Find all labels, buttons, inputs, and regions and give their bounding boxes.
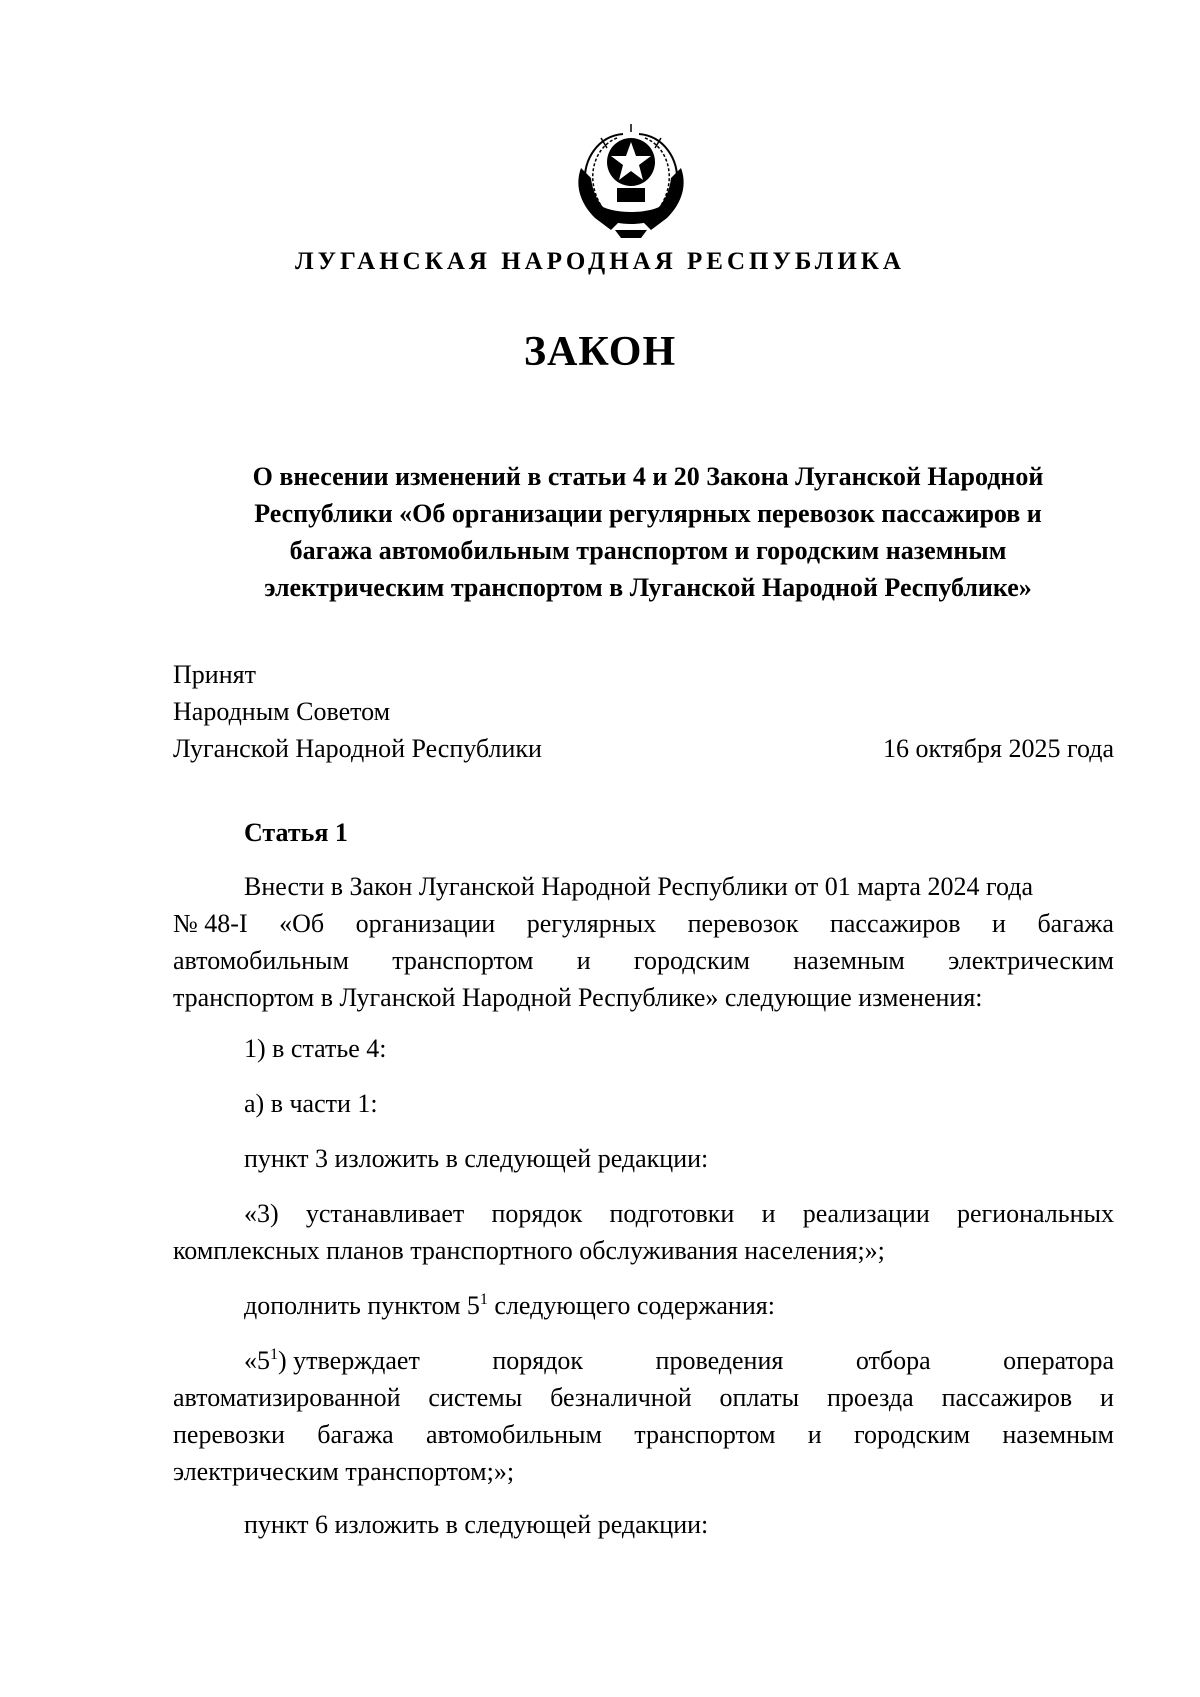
paragraph (173, 1140, 1114, 1177)
word: организации (355, 909, 496, 938)
text-run: следующего содержания: (487, 1291, 775, 1320)
superscript: 1 (479, 1291, 488, 1308)
word: наземным (793, 946, 905, 975)
word: «3) (244, 1199, 279, 1228)
law-subject-line: электрическим транспортом в Луганской Народной Республике» (264, 573, 1032, 602)
paragraph-line: транспортом в Луганской Народной Республике» следующие изменения: (173, 983, 983, 1012)
paragraph-line (173, 1379, 1114, 1416)
word: наземным (1002, 1420, 1114, 1449)
text-run: утверждает (293, 1346, 420, 1375)
word: перевозки (173, 1420, 285, 1449)
word: городским (633, 946, 750, 975)
paragraph (173, 868, 1114, 1016)
word: № 48-I (173, 909, 248, 938)
text-run: «5 (244, 1346, 270, 1375)
word: багажа (317, 1420, 394, 1449)
text-run: ) (278, 1346, 287, 1375)
adoption-line: Народным Советом (173, 697, 391, 726)
word: безналичной (550, 1383, 692, 1412)
paragraph-line (173, 1342, 1114, 1379)
word: проведения (655, 1346, 784, 1375)
article-heading: Статья 1 (244, 818, 348, 847)
word: транспортом (392, 946, 534, 975)
word: багажа (1037, 909, 1114, 938)
word: и (761, 1199, 776, 1228)
word: автомобильным (173, 946, 349, 975)
word: автомобильным (426, 1420, 602, 1449)
law-subject-line: багажа автомобильным транспортом и городским наземным (289, 536, 1007, 565)
word: пассажиров (829, 909, 961, 938)
word: и (807, 1420, 822, 1449)
paragraph-line: 1) в статье 4: (244, 1034, 387, 1063)
paragraph-line: пункт 6 изложить в следующей редакции: (244, 1510, 709, 1539)
paragraph (173, 1506, 1114, 1543)
word (244, 1342, 420, 1379)
law-subject-line: О внесении изменений в статьи 4 и 20 Закона Луганской Народной (252, 462, 1044, 491)
paragraph-line: а) в части 1: (244, 1089, 378, 1118)
document-type-title: ЗАКОН (523, 329, 677, 375)
word: пассажиров (941, 1383, 1073, 1412)
word: автоматизированной (173, 1383, 401, 1412)
word: «Об (279, 909, 325, 938)
paragraph-line: Внести в Закон Луганской Народной Республики от 01 марта 2024 года (244, 872, 1034, 901)
law-subject (176, 458, 1120, 606)
adoption-date: 16 октября 2025 года (883, 734, 1114, 763)
word: электрическим (948, 946, 1114, 975)
superscript: 1 (270, 1346, 278, 1363)
paragraph-line: пункт 3 изложить в следующей редакции: (244, 1144, 709, 1173)
word: оплаты (719, 1383, 800, 1412)
word: оператора (1003, 1346, 1114, 1375)
adoption-line: Луганской Народной Республики (173, 734, 542, 763)
paragraph (173, 1287, 1114, 1324)
word: порядок (492, 1346, 584, 1375)
adoption-block (173, 656, 542, 767)
word: перевозок (687, 909, 799, 938)
word: реализации (802, 1199, 930, 1228)
word: устанавливает (305, 1199, 465, 1228)
word: и (1100, 1383, 1114, 1412)
adoption-line: Принят (173, 660, 256, 689)
paragraph (173, 1342, 1114, 1490)
justified-words (244, 1342, 1114, 1379)
text-run: дополнить пунктом 5 (244, 1291, 480, 1320)
justified-words (244, 1195, 1114, 1232)
word: городским (854, 1420, 971, 1449)
coat-of-arms-icon (561, 118, 701, 244)
paragraph-line (173, 1287, 1114, 1324)
paragraph-line (173, 942, 1114, 979)
word: порядок (491, 1199, 583, 1228)
paragraph (173, 1195, 1114, 1269)
republic-name: ЛУГАНСКАЯ НАРОДНАЯ РЕСПУБЛИКА (295, 248, 905, 275)
paragraph-line (173, 905, 1114, 942)
paragraph-line: комплексных планов транспортного обслуживания населения;»; (173, 1236, 885, 1265)
paragraph (173, 1030, 1114, 1067)
word: подготовки (609, 1199, 735, 1228)
word: регулярных (526, 909, 657, 938)
word: проезда (827, 1383, 914, 1412)
word: системы (428, 1383, 523, 1412)
word: отбора (855, 1346, 931, 1375)
paragraph-line (173, 1416, 1114, 1453)
word: и (576, 946, 591, 975)
word: и (992, 909, 1006, 938)
word: региональных (956, 1199, 1114, 1228)
paragraph-line: электрическим транспортом;»; (173, 1457, 515, 1486)
paragraph (173, 1085, 1114, 1122)
word: транспортом (634, 1420, 776, 1449)
paragraph-line (173, 1195, 1114, 1232)
law-subject-line: Республики «Об организации регулярных перевозок пассажиров и (254, 499, 1042, 528)
